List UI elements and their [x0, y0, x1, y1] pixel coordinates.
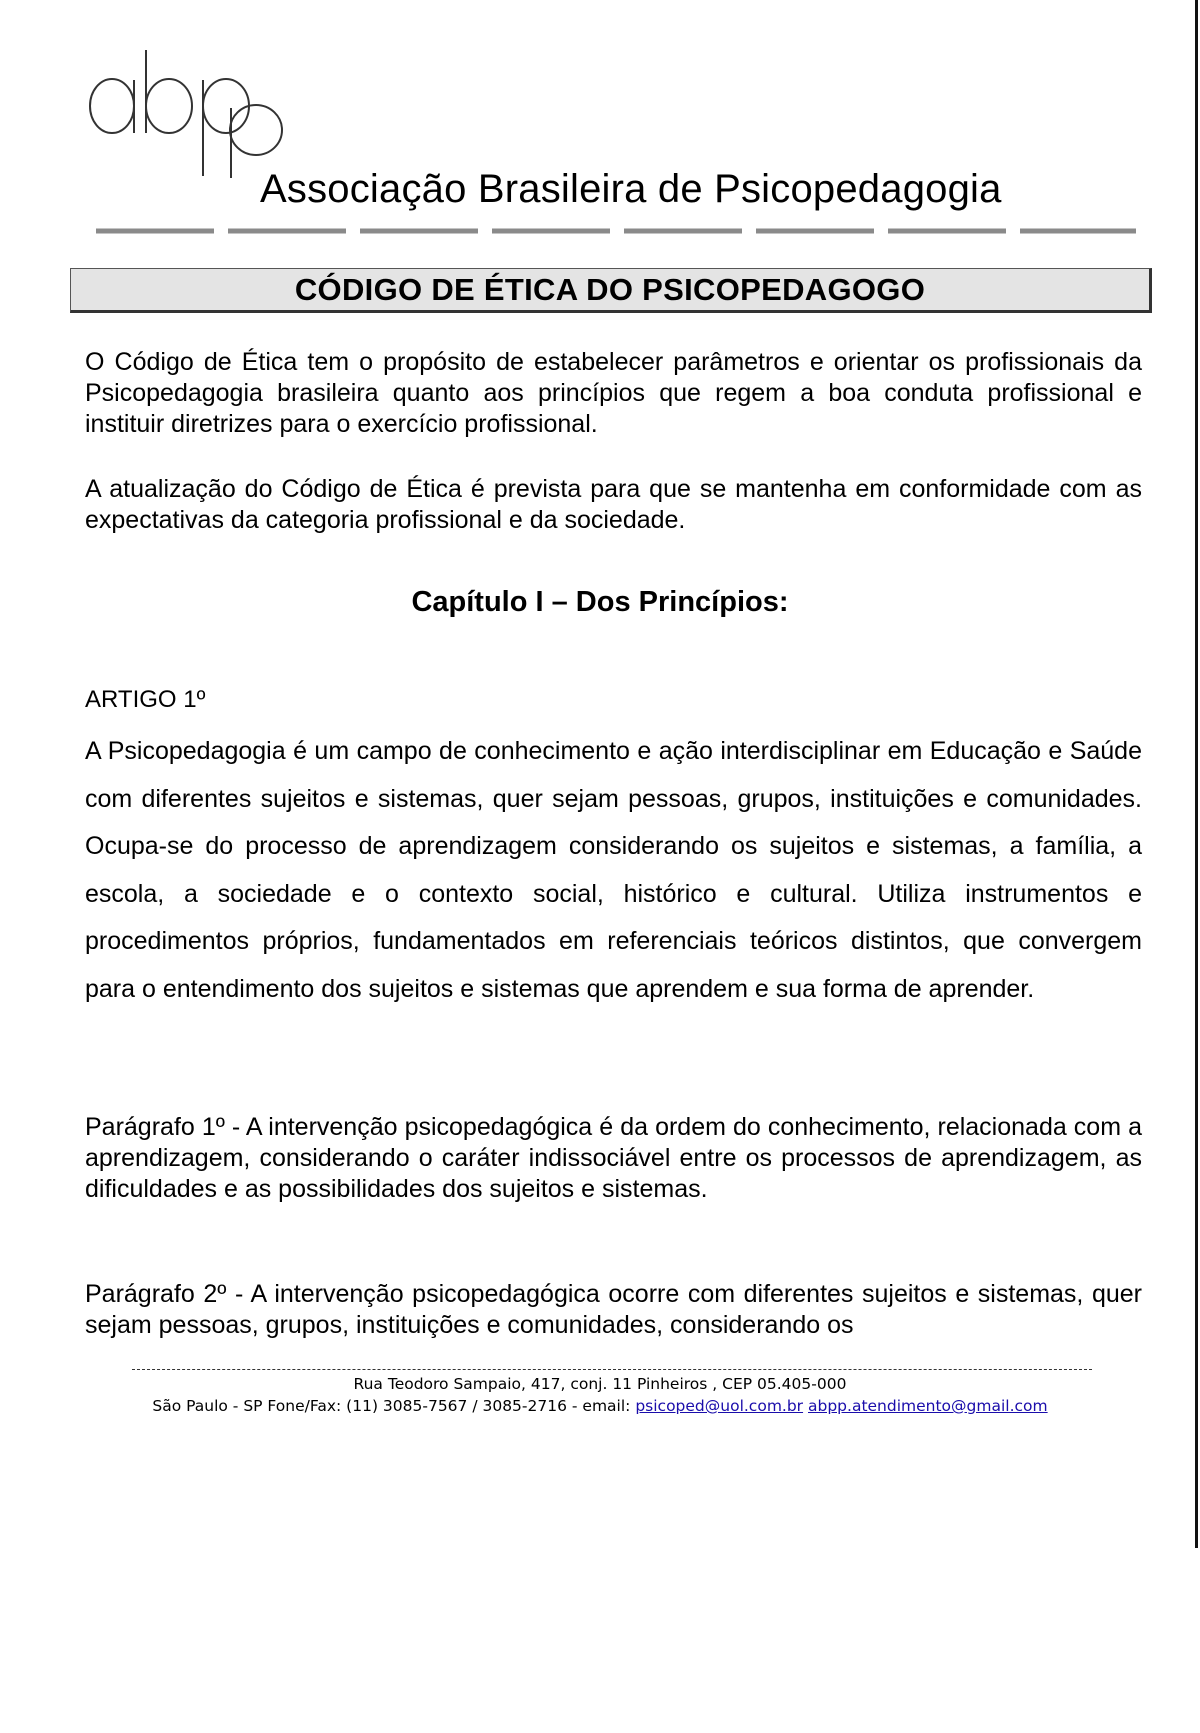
article-text: A Psicopedagogia é um campo de conhecimento e ação interdisciplinar em Educação e Saúde com diferentes sujeitos e sistemas, quer sejam pessoas, grupos, instituições e comunidades. Ocupa-se do processo de aprendizagem considerando os sujeitos e sistemas, a família, a escola, a sociedade e o contexto social, histórico e cultural. Utiliza instrumentos e procedimentos próprios, fundamentados em referenciais teóricos distintos, que convergem para o entendimento dos sujeitos e sistemas que aprendem e sua forma de aprender.: [85, 737, 1142, 1003]
footer-contact-text: São Paulo - SP Fone/Fax: (11) 3085-7567 / 3085-2716 - email:: [152, 1397, 631, 1415]
header-dashed-rule: [96, 228, 1136, 234]
paragraph-2: Parágrafo 2º - A intervenção psicopedagógica ocorre com diferentes sujeitos e sistemas, quer sejam pessoas, grupos, instituições e comunidades, considerando os: [85, 1280, 1142, 1339]
article-label: ARTIGO 1º: [85, 686, 206, 713]
intro-paragraph: A atualização do Código de Ética é prevista para que se mantenha em conformidade com as expectativas da categoria profissional e da sociedade.: [85, 475, 1142, 534]
intro-paragraph: O Código de Ética tem o propósito de estabelecer parâmetros e orientar os profissionais da Psicopedagogia brasileira quanto aos princípios que regem a boa conduta profissional e instituir diretrizes para o exercício profissional.: [85, 348, 1142, 438]
document-title: CÓDIGO DE ÉTICA DO PSICOPEDAGOGO: [294, 271, 926, 307]
email-link-atendimento[interactable]: abpp.atendimento@gmail.com: [808, 1397, 1048, 1415]
footer-contact: [0, 1397, 1200, 1415]
document-title-box: [70, 268, 1152, 313]
organization-name: Associação Brasileira de Psicopedagogia: [260, 167, 1002, 211]
chapter-heading: Capítulo I – Dos Princípios:: [411, 586, 789, 618]
abpp-logo: [88, 48, 328, 178]
footer-divider: [132, 1369, 1092, 1370]
page-edge-rule: [1195, 0, 1198, 1548]
footer-address: Rua Teodoro Sampaio, 417, conj. 11 Pinheiros , CEP 05.405-000: [353, 1375, 847, 1393]
paragraph-1: Parágrafo 1º - A intervenção psicopedagógica é da ordem do conhecimento, relacionada com a aprendizagem, considerando o caráter indissociável entre os processos de aprendizagem, as dificuldades e as possibilidades dos sujeitos e sistemas.: [85, 1113, 1142, 1203]
email-link-psicoped[interactable]: psicoped@uol.com.br: [635, 1397, 804, 1415]
